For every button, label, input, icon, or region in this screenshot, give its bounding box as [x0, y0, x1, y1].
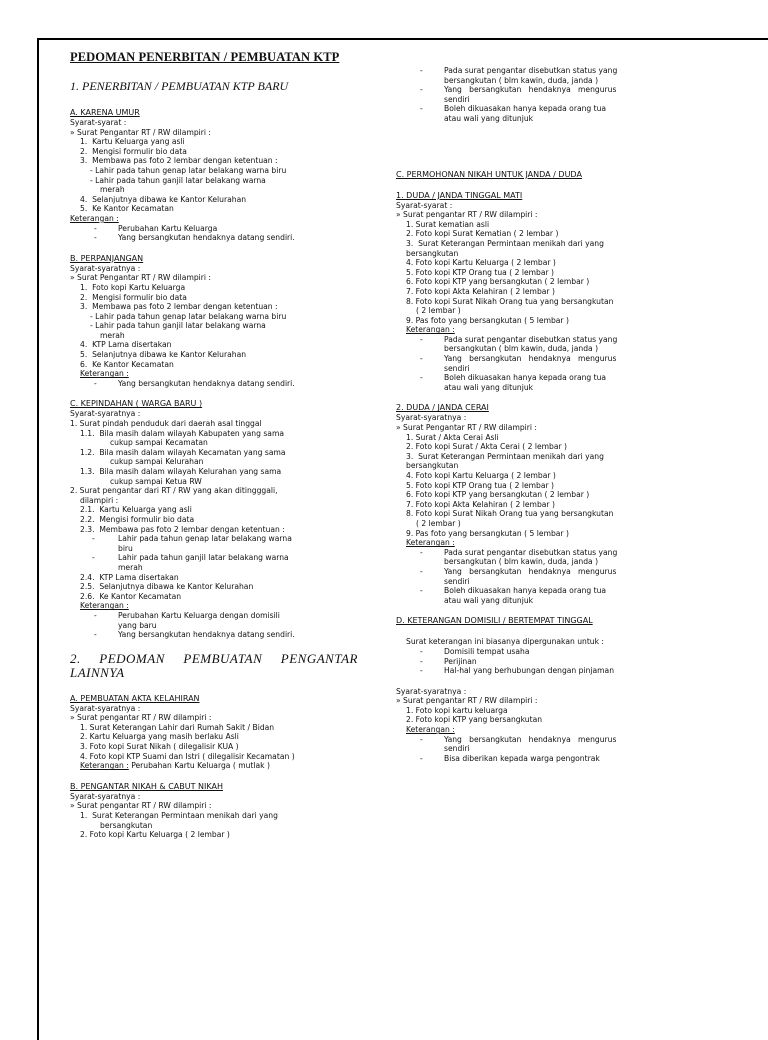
keterangan-label: Keterangan :	[70, 213, 119, 223]
list-item: bersangkutan ( blm kawin, duda, janda )	[444, 344, 599, 354]
list-item: 4. Foto kopi Kartu Keluarga ( 2 lembar )	[406, 471, 556, 480]
text-line: Syarat-syaratnya :	[70, 791, 141, 801]
list-item: cukup sampai Kecamatan	[110, 438, 208, 448]
list-item: 2. Foto kopi Surat / Akta Cerai ( 2 lembar )	[406, 442, 568, 452]
keterangan-label: Keterangan :	[80, 369, 129, 379]
list-item: 2. Foto kopi KTP yang bersangkutan	[406, 715, 543, 725]
list-item: - Lahir pada tahun genap latar belakang warna biru	[90, 311, 287, 321]
list-item: 2.1. Kartu Keluarga yang asli	[80, 505, 192, 515]
list-item: bersangkutan	[406, 248, 459, 258]
text-line: » Surat pengantar RT / RW dilampiri :	[70, 801, 212, 811]
section-2b-title: B. PENGANTAR NIKAH & CABUT NIKAH	[70, 781, 223, 791]
list-item: - Perijinan	[396, 657, 678, 667]
section-a-title: A. KARENA UMUR	[70, 108, 140, 117]
list-item: 2.5. Selanjutnya dibawa ke Kantor Kelurahan	[80, 582, 254, 592]
text-line: 1. Surat pindah penduduk dari daerah asal tinggal	[70, 419, 262, 429]
section-c2-title: 2. DUDA / JANDA CERAI	[396, 403, 489, 413]
list-item: 2.3. Membawa pas foto 2 lembar dengan ketentuan :	[80, 524, 285, 534]
text-line: Surat keterangan ini biasanya dipergunakan untuk :	[406, 637, 604, 647]
keterangan-label: Keterangan :	[406, 325, 455, 335]
list-item: 6. Foto kopi KTP yang bersangkutan ( 2 lembar )	[406, 277, 590, 287]
list-item: - Lahir pada tahun ganjil latar belakang warna	[70, 553, 358, 563]
list-item: - Yang bersangkutan hendaknya mengurus	[396, 567, 678, 577]
list-item: ( 2 lembar )	[416, 518, 461, 528]
list-item: yang baru	[118, 620, 157, 630]
list-item: atau wali yang ditunjuk	[444, 382, 534, 392]
list-item: ( 2 lembar )	[416, 306, 461, 316]
list-item: sendiri	[444, 363, 470, 373]
section-c-title: C. KEPINDAHAN ( WARGA BARU )	[70, 399, 203, 409]
list-item: - Yang bersangkutan hendaknya mengurus	[396, 85, 678, 95]
list-item: 2.4. KTP Lama disertakan	[80, 572, 179, 582]
text-line: dilampiri :	[80, 495, 119, 505]
text-line: » Surat Pengantar RT / RW dilampiri :	[396, 423, 537, 433]
list-item: 2.2. Mengisi formulir bio data	[80, 514, 195, 524]
list-item: - Hal-hal yang berhubungan dengan pinjaman	[396, 666, 678, 676]
list-item: - Boleh dikuasakan hanya kepada orang tua	[396, 373, 678, 383]
list-item: 5. Selanjutnya dibawa ke Kantor Kelurahan	[80, 350, 247, 360]
right-column	[396, 66, 678, 763]
text-line: Syarat-syaratnya :	[396, 413, 467, 423]
list-item: 4. Foto kopi Kartu Keluarga ( 2 lembar )	[406, 258, 556, 268]
list-item: 8. Foto kopi Surat Nikah Orang tua yang bersangkutan	[406, 296, 614, 306]
text-line: » Surat pengantar RT / RW dilampiri :	[396, 696, 538, 706]
list-item: 3. Membawa pas foto 2 lembar dengan ketentuan :	[80, 156, 278, 166]
text-line: Syarat-syaratnya :	[70, 409, 141, 419]
list-item: 1. Surat / Akta Cerai Asli	[406, 432, 499, 442]
list-item: merah	[118, 562, 143, 572]
list-item: - Yang bersangkutan hendaknya mengurus	[396, 735, 678, 745]
list-item: 3. Foto kopi Surat Nikah ( dilegalisir KUA )	[80, 742, 239, 752]
list-item: 1.3. Bila masih dalam wilayah Kelurahan yang sama	[80, 467, 282, 476]
list-item: - Lahir pada tahun genap latar belakang warna biru	[90, 165, 287, 175]
text-line: Syarat-syaratnya :	[70, 263, 141, 273]
list-item: 5. Foto kopi KTP Orang tua ( 2 lembar )	[406, 480, 555, 490]
keterangan-line	[70, 761, 358, 771]
keterangan-label: Keterangan :	[406, 725, 455, 735]
list-item: 2. Kartu Keluarga yang masih berlaku Asli	[80, 732, 239, 742]
section-d-title: D. KETERANGAN DOMISILI / BERTEMPAT TINGGAL	[396, 616, 593, 626]
text-line: » Surat pengantar RT / RW dilampiri :	[70, 713, 212, 723]
list-item: 1. Surat kematian asli	[406, 219, 490, 229]
text-line: Syarat-syarat :	[396, 200, 453, 210]
text-line: 2. Surat pengantar dari RT / RW yang akan ditingggali,	[70, 486, 278, 496]
list-item: 2. Foto kopi Kartu Keluarga ( 2 lembar )	[80, 830, 230, 840]
list-item: - Domisili tempat usaha	[396, 647, 678, 657]
list-item: bersangkutan	[100, 820, 153, 830]
section-c1-title: 1. DUDA / JANDA TINGGAL MATI	[396, 190, 523, 200]
list-item: 1. Surat Keterangan Permintaan menikah dari yang	[80, 811, 278, 821]
list-item: - Yang bersangkutan hendaknya datang sendiri.	[70, 379, 358, 389]
list-item: 9. Pas foto yang bersangkutan ( 5 lembar )	[406, 528, 569, 538]
list-item: sendiri	[444, 576, 470, 586]
list-item: 4. Foto kopi KTP Suami dan Istri ( dilegalisir Kecamatan )	[80, 751, 295, 761]
list-item: - Boleh dikuasakan hanya kepada orang tua	[396, 586, 678, 596]
list-item: 2. Foto kopi Surat Kematian ( 2 lembar )	[406, 229, 559, 239]
keterangan-label: Keterangan :	[80, 761, 129, 771]
text-line: » Surat Pengantar RT / RW dilampiri :	[70, 127, 211, 137]
list-item: sendiri	[444, 94, 470, 104]
text-line: Syarat-syaratnya :	[396, 686, 467, 696]
part2-title: 2. PEDOMAN PEMBUATAN PENGANTAR LAINNYA	[70, 650, 358, 680]
list-item: - Pada surat pengantar disebutkan status yang	[396, 66, 678, 76]
text-line: Syarat-syarat :	[70, 118, 127, 127]
list-item: 1.2. Bila masih dalam wilayah Kecamatan yang sama	[80, 447, 286, 457]
list-item: atau wali yang ditunjuk	[444, 595, 534, 605]
list-item: 1. Surat Keterangan Lahir dari Rumah Sakit / Bidan	[80, 722, 275, 732]
list-item: 1.1. Bila masih dalam wilayah Kabupaten yang sama	[80, 428, 285, 438]
text-line: » Surat Pengantar RT / RW dilampiri :	[70, 273, 211, 283]
list-item: - Yang bersangkutan hendaknya datang sendiri.	[70, 630, 358, 640]
list-item: - Perubahan Kartu Keluarga dengan domisili	[70, 611, 358, 621]
document-title: PEDOMAN PENERBITAN / PEMBUATAN KTP	[70, 50, 340, 64]
list-item: - Boleh dikuasakan hanya kepada orang tua	[396, 104, 678, 114]
list-item: 5. Ke Kantor Kecamatan	[80, 204, 174, 214]
list-item: - Lahir pada tahun ganjil latar belakang warna	[90, 175, 266, 185]
list-item: merah	[100, 330, 125, 340]
list-item: cukup sampai Kelurahan	[110, 457, 204, 467]
list-item: - Lahir pada tahun genap latar belakang warna	[70, 534, 358, 544]
list-item: - Yang bersangkutan hendaknya mengurus	[396, 354, 678, 364]
part1-title: 1. PENERBITAN / PEMBUATAN KTP BARU	[70, 79, 289, 93]
text-line: Syarat-syaratnya :	[70, 703, 141, 713]
list-item: 3. Surat Keterangan Permintaan menikah dari yang	[406, 238, 604, 248]
list-item: 3. Surat Keterangan Permintaan menikah dari yang	[406, 451, 604, 461]
list-item: 7. Foto kopi Akta Kelahiran ( 2 lembar )	[406, 499, 555, 509]
list-item: 6. Foto kopi KTP yang bersangkutan ( 2 lembar )	[406, 490, 590, 500]
list-item: 7. Foto kopi Akta Kelahiran ( 2 lembar )	[406, 286, 555, 296]
section-b-title: B. PERPANJANGAN	[70, 253, 144, 263]
list-item: biru	[118, 543, 133, 553]
section-c-title: C. PERMOHONAN NIKAH UNTUK JANDA / DUDA	[396, 169, 582, 179]
list-item: merah	[100, 185, 125, 195]
list-item: - Bisa diberikan kepada warga pengontrak	[396, 754, 678, 764]
list-item: 4. Selanjutnya dibawa ke Kantor Kelurahan	[80, 194, 247, 204]
list-item: - Perubahan Kartu Keluarga	[70, 224, 358, 234]
list-item: 2. Mengisi formulir bio data	[80, 292, 187, 302]
list-item: - Pada surat pengantar disebutkan status yang	[396, 335, 678, 345]
list-item: cukup sampai Ketua RW	[110, 476, 202, 486]
list-item: bersangkutan ( blm kawin, duda, janda )	[444, 557, 599, 567]
list-item: 2. Mengisi formulir bio data	[80, 146, 187, 156]
list-item: 1. Foto kopi Kartu Keluarga	[80, 282, 186, 292]
keterangan-label: Keterangan :	[80, 601, 129, 611]
list-item: 4. KTP Lama disertakan	[80, 340, 172, 350]
keterangan-label: Keterangan :	[406, 538, 455, 548]
list-item: 5. Foto kopi KTP Orang tua ( 2 lembar )	[406, 267, 555, 277]
left-column	[70, 50, 358, 840]
list-item: - Lahir pada tahun ganjil latar belakang warna	[90, 321, 266, 331]
text-line: » Surat pengantar RT / RW dilampiri :	[396, 210, 538, 220]
list-item: bersangkutan	[406, 461, 459, 471]
list-item: - Pada surat pengantar disebutkan status yang	[396, 548, 678, 558]
section-2a-title: A. PEMBUATAN AKTA KELAHIRAN	[70, 693, 200, 703]
list-item: sendiri	[444, 744, 470, 754]
list-item: 1. Foto kopi kartu keluarga	[406, 705, 508, 715]
list-item: bersangkutan ( blm kawin, duda, janda )	[444, 75, 599, 85]
list-item: atau wali yang ditunjuk	[444, 113, 534, 123]
list-item: - Yang bersangkutan hendaknya datang sendiri.	[70, 233, 358, 243]
list-item: 3. Membawa pas foto 2 lembar dengan ketentuan :	[80, 302, 278, 312]
list-item: 2.6. Ke Kantor Kecamatan	[80, 591, 182, 601]
list-item: 6. Ke Kantor Kecamatan	[80, 359, 174, 369]
keterangan-text: Perubahan Kartu Keluarga ( mutlak )	[128, 761, 270, 771]
list-item: 9. Pas foto yang bersangkutan ( 5 lembar )	[406, 315, 569, 325]
list-item: 8. Foto kopi Surat Nikah Orang tua yang bersangkutan	[406, 509, 614, 519]
list-item: 1. Kartu Keluarga yang asli	[80, 137, 185, 147]
